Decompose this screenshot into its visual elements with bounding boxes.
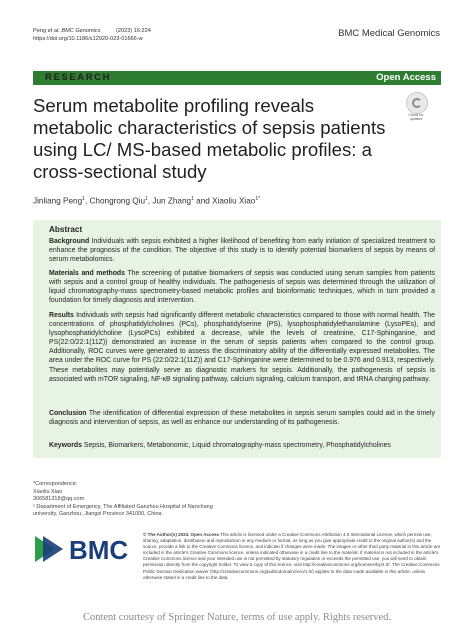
- citation-authors: Peng: [33, 28, 47, 34]
- abstract-keywords: [49, 441, 435, 450]
- methods-text: The screening of putative biomarkers of sepsis was conducted using serum samples from patients with sepsis and a control group of healthy individuals. The pathogenesis of sepsis was determined through the utilization of liquid chromatography-mass spectrometry-based metabolic profiles and bioinformatic techniques, which in turn provided a foundation for timely diagnosis and intervention.: [49, 270, 435, 305]
- copyright-label: © The Author(s) 2023.: [143, 532, 190, 537]
- results-text: Individuals with sepsis had significantly different metabolic characteristics compared to those with normal health. The concentrations of phosphatidylcholines (PCs), phosphatidylserine (PS), lysophosphatidylethanolamine (LysoPEs), and lysophosphatidylcholine (LysoPCs) exhibited a decrease, while the levels of creatinine, C17-Sphinganine, and PS(22:0/22:1(11Z)) demonstrated an increase in the serum of sepsis patients when compared to the control group. Additionally, ROC curves were generated to assess the discriminatory ability of the differentially expressed metabolites. The area under the ROC curve for PS (22:0/22:1(11Z)) and C17-Sphinganine were determined to be 0.976 and 0.913, respectively. These metabolites may potentially serve as diagnostic markers for sepsis. Additionally, the pathogenesis of sepsis is associated with mTOR signaling, NF-κB signaling pathway, calcium signaling, calcium transport, and tRNA charging pathway.: [49, 312, 435, 383]
- article-type-band: [33, 71, 441, 85]
- conclusion-text: The identification of differential expression of these metabolites in sepsis serum samples could aid in the timely diagnosis and intervention of sepsis, as well as enhance our understanding of its pathogenesis.: [49, 410, 435, 427]
- author-affiliation: 1: [82, 196, 85, 202]
- author-affiliation: 1: [145, 196, 148, 202]
- author-affiliation: 1: [191, 196, 194, 202]
- running-header: [33, 27, 151, 43]
- abstract-conclusion: [49, 409, 435, 427]
- keywords-label: Keywords: [49, 442, 82, 449]
- methods-label: Materials and methods: [49, 270, 125, 277]
- article-title: Serum metabolite profiling reveals metabolic characteristics of sepsis patients using LC/ MS-based metabolic profiles: a cross-sectional study: [33, 95, 386, 182]
- bmc-logo-mark: [43, 536, 63, 562]
- courtesy-line: Content courtesy of Springer Nature, terms of use apply. Rights reserved.: [82, 612, 392, 623]
- abstract-background: [49, 237, 435, 264]
- abstract-methods: [49, 269, 435, 305]
- license-statement: [143, 532, 441, 581]
- affiliation-line: university, Ganzhou, Jiangxi Province 341000, China: [33, 511, 162, 518]
- check-for-updates-icon[interactable]: [406, 92, 428, 114]
- author-name[interactable]: Jinliang Peng: [33, 196, 83, 206]
- author-affiliation: 1*: [255, 196, 261, 202]
- background-label: Background: [49, 238, 90, 245]
- open-access-label: Open Access: [376, 72, 436, 83]
- doi-link[interactable]: https://doi.org/10.1186/s12920-023-01666-w: [33, 36, 143, 42]
- license-text: This article is licensed under a Creative Commons Attribution 4.0 International License, which permits use, sharing, adaptation, distribution and reproduction in any medium or format, as long as you give appropriate credit to the original author(s) and the source, provide a link to the Creative Commons licence, and indicate if changes were made. The images or other third party material in this article are included in the article's Creative Commons licence, unless indicated otherwise in a credit line to the material. If material is not included in the article's Creative Commons licence and your intended use is not permitted by statutory regulation or exceeds the permitted use, you will need to obtain permission directly from the copyright holder. To view a copy of this licence, visit http://creativecommons.org/licenses/by/4.0/. The Creative Commons Public Domain Dedication waiver (http://creativecommons.org/publicdomain/zero/1.0/) applies to the data made available in this article, unless otherwise stated in a credit line to the data.: [143, 532, 441, 580]
- correspondence-footnote: [33, 481, 233, 519]
- abstract-heading: Abstract: [49, 225, 83, 234]
- article-type-label: RESEARCH: [45, 72, 112, 83]
- affiliation-line: ¹ Department of Emergency, The Affiliated Ganzhou Hospital of Nanchang: [33, 503, 213, 510]
- keywords-text: Sepsis, Biomarkers, Metabonomic, Liquid chromatography-mass spectrometry, Phosphatidylcholines: [83, 442, 391, 449]
- check-for-updates-label[interactable]: Check for updates: [408, 113, 424, 121]
- conclusion-label: Conclusion: [49, 410, 87, 417]
- abstract-results: [49, 311, 435, 384]
- author-list: Jinliang Peng$^1$, Chongrong Qiu$^1$, Jun Zhang$^1$ and Xiaoliu Xiao$^{1*}$: [33, 196, 261, 206]
- results-label: Results: [49, 312, 74, 319]
- correspondence-email[interactable]: 306581318@qq.com: [33, 496, 85, 503]
- correspondence-label: *Correspondence:: [33, 481, 78, 487]
- citation-etal: et al.: [47, 28, 60, 34]
- open-access-mark: Open Access: [190, 532, 220, 537]
- correspondence-name: Xiaoliu Xiao: [33, 488, 63, 495]
- author-name[interactable]: Xiaoliu Xiao: [212, 196, 256, 206]
- bmc-logo-text: BMC: [69, 535, 129, 565]
- journal-name: BMC Medical Genomics: [338, 28, 440, 39]
- citation-journal: BMC Genomics: [61, 28, 101, 34]
- author-name[interactable]: Chongrong Qiu: [89, 196, 146, 206]
- background-text: Individuals with sepsis exhibited a higher likelihood of benefiting from early initiation of specialized treatment to enhance the prognosis of the condition. The objective of this study is to identify potential biomarkers of sepsis by means of serum metabolomics.: [49, 238, 435, 264]
- author-name[interactable]: Jun Zhang: [152, 196, 192, 206]
- bmc-logo: [33, 532, 133, 566]
- citation-year-pages: (2023) 16:224: [116, 28, 151, 34]
